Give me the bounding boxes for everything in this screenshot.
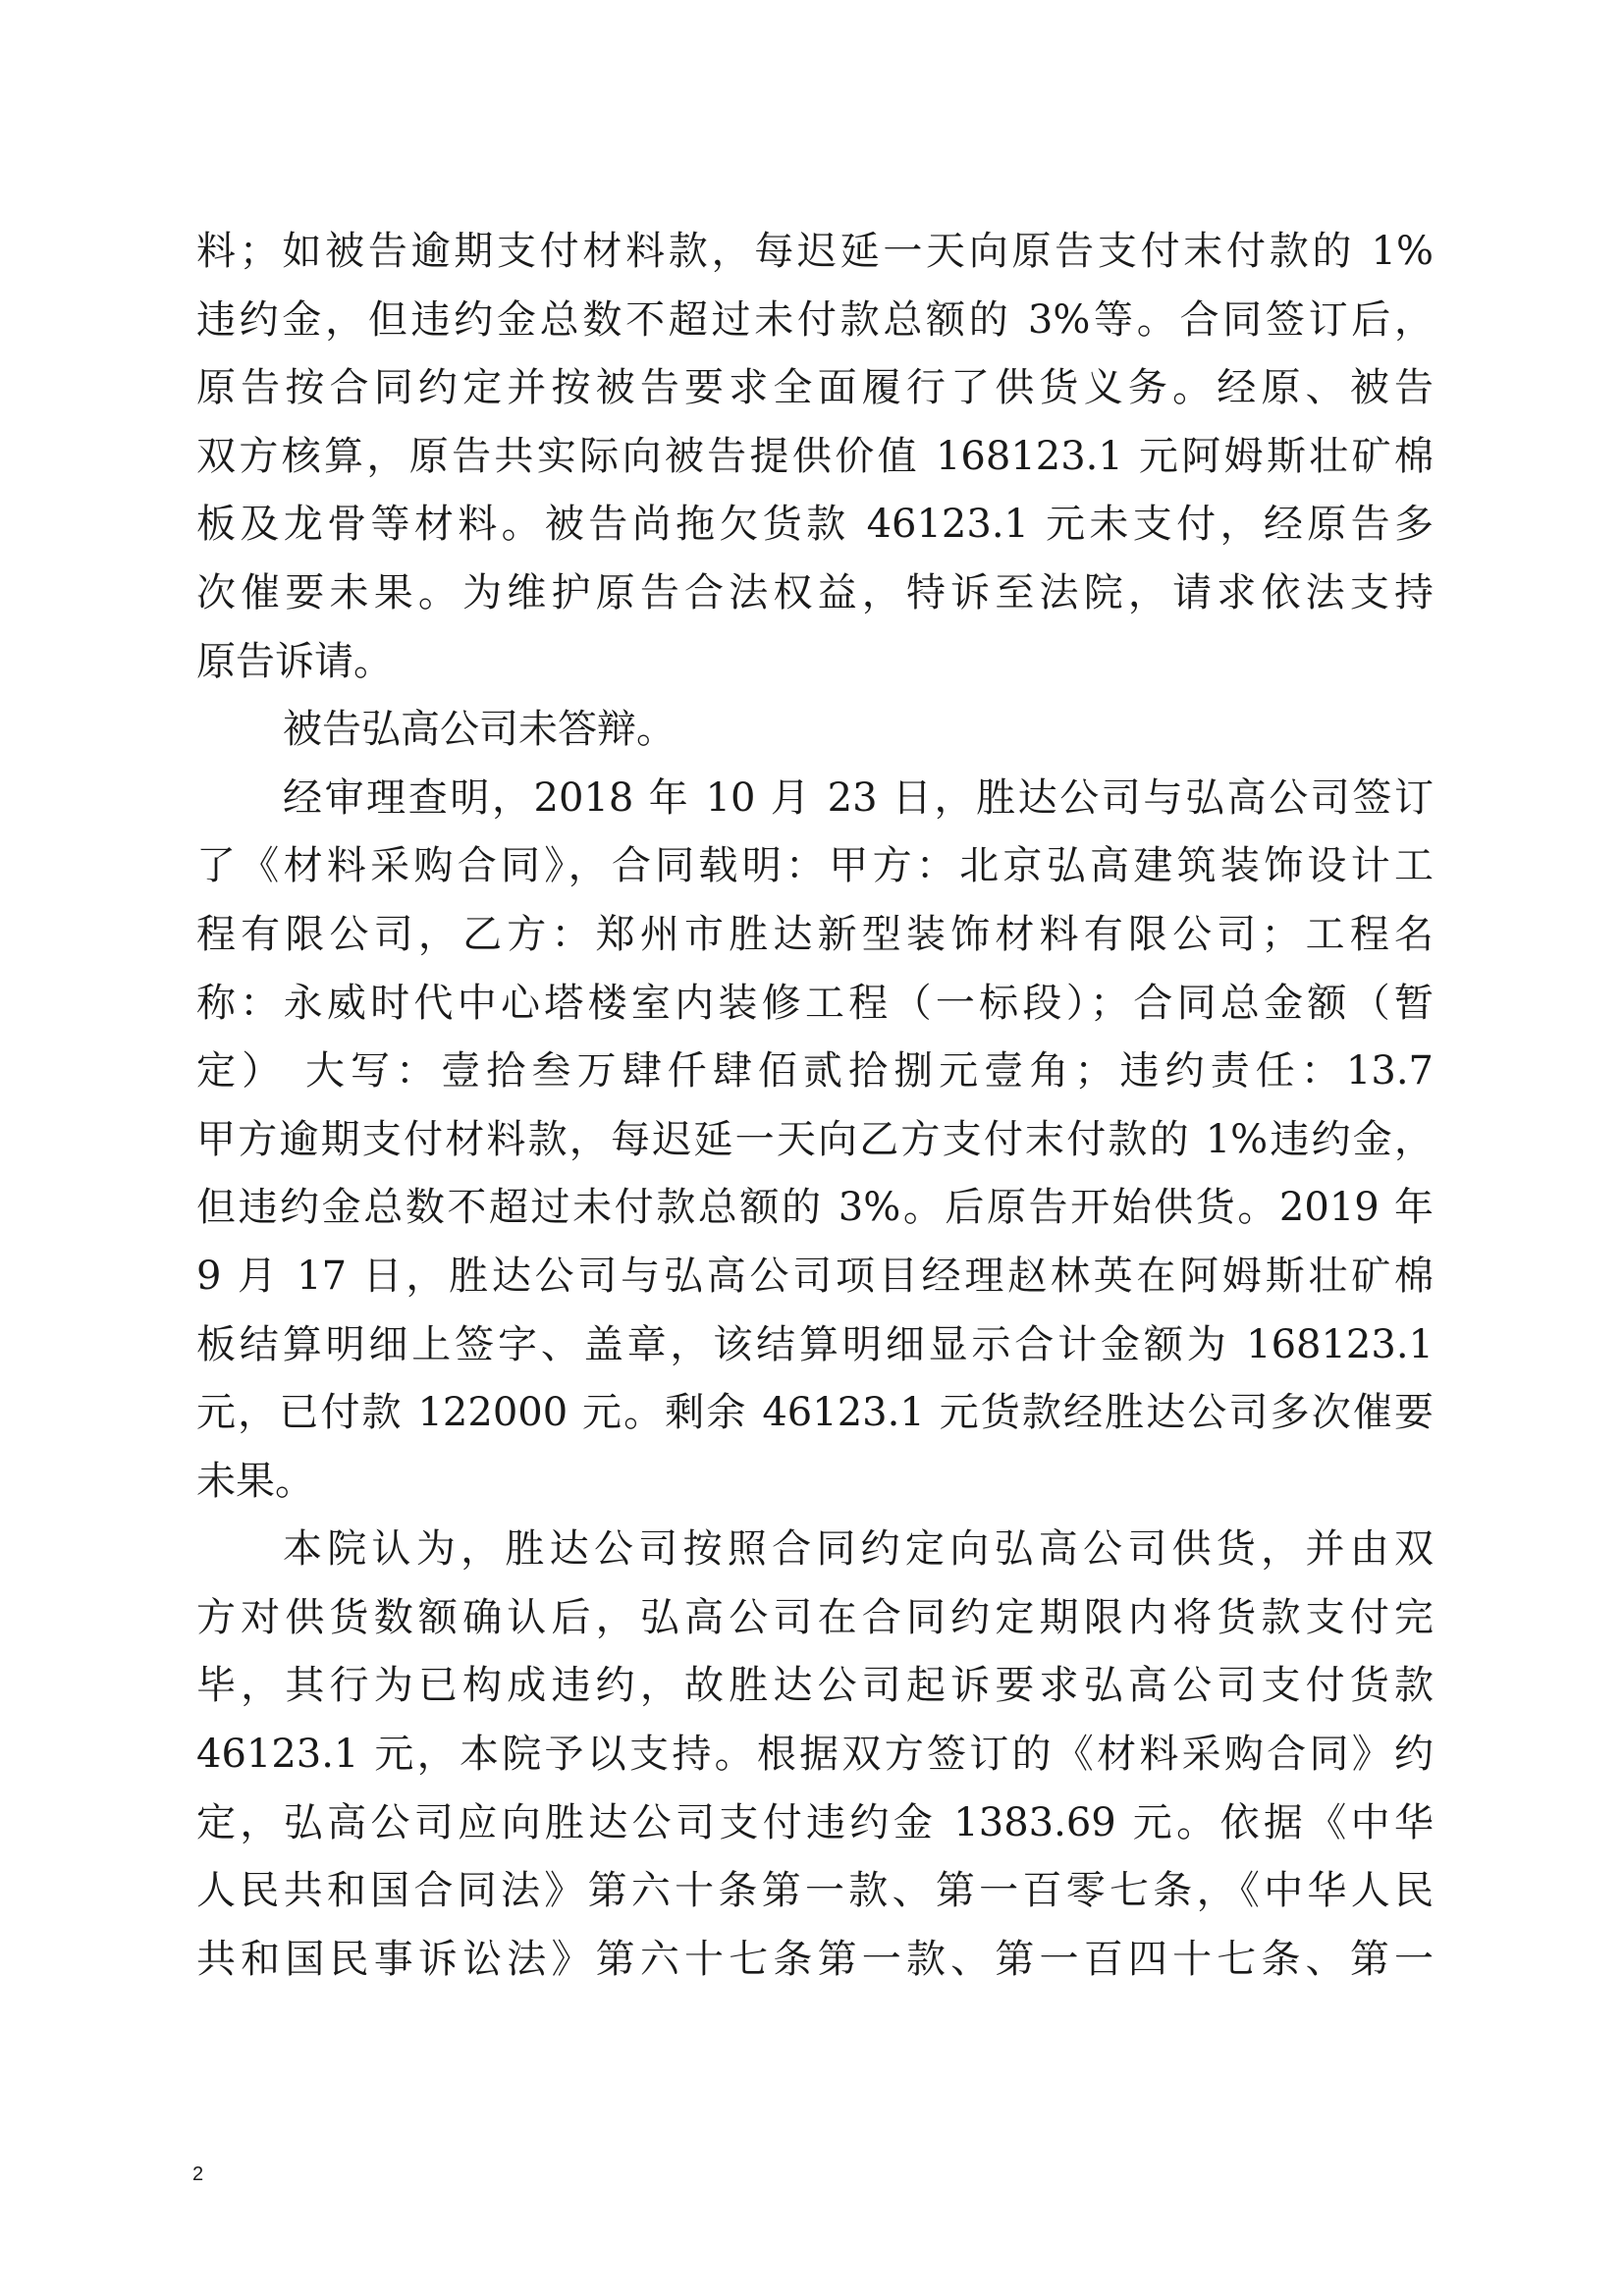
text-line: 但违约金总数不超过未付款总额的 3%。后原告开始供货。2019 年: [196, 1185, 1434, 1231]
paragraph-start: 被告弘高公司未答辩。: [283, 707, 676, 753]
text-line: 违约金，但违约金总数不超过未付款总额的 3%等。合同签订后，: [196, 296, 1434, 343]
text-line: 双方核算，原告共实际向被告提供价值 168123.1 元阿姆斯壮矿棉: [196, 433, 1434, 479]
text-line: 板及龙骨等材料。被告尚拖欠货款 46123.1 元未支付，经原告多: [196, 502, 1434, 548]
text-line: 未果。: [196, 1458, 314, 1504]
text-line: 共和国民事诉讼法》第六十七条第一款、第一百四十七条、第一: [196, 1936, 1434, 1982]
text-line: 次催要未果。为维护原告合法权益，特诉至法院，请求依法支持: [196, 569, 1434, 615]
document-body: [196, 218, 1434, 1994]
text-line: 板结算明细上签字、盖章，该结算明细显示合计金额为 168123.1: [196, 1321, 1434, 1367]
text-line: 了《材料采购合同》，合同载明：甲方：北京弘高建筑装饰设计工: [196, 843, 1434, 889]
text-line: 定，弘高公司应向胜达公司支付违约金 1383.69 元。依据《中华: [196, 1799, 1434, 1845]
page-number: 2: [192, 2163, 204, 2185]
paragraph-start: 本院认为，胜达公司按照合同约定向弘高公司供货，并由双: [283, 1526, 1434, 1573]
text-line: 9 月 17 日，胜达公司与弘高公司项目经理赵林英在阿姆斯壮矿棉: [196, 1253, 1434, 1299]
text-line: 定） 大写：壹拾叁万肆仟肆佰贰拾捌元壹角；违约责任：13.7: [196, 1048, 1434, 1095]
text-line: 人民共和国合同法》第六十条第一款、第一百零七条，《中华人民: [196, 1868, 1434, 1914]
text-line: 元，已付款 122000 元。剩余 46123.1 元货款经胜达公司多次催要: [196, 1390, 1434, 1436]
text-line: 甲方逾期支付材料款，每迟延一天向乙方支付末付款的 1%违约金，: [196, 1116, 1434, 1162]
text-line: 原告按合同约定并按被告要求全面履行了供货义务。经原、被告: [196, 365, 1434, 411]
text-line: 方对供货数额确认后，弘高公司在合同约定期限内将货款支付完: [196, 1594, 1434, 1640]
text-line: 称：永威时代中心塔楼室内装修工程（一标段）；合同总金额（暂: [196, 980, 1434, 1026]
text-line: 原告诉请。: [196, 638, 393, 684]
text-line: 料；如被告逾期支付材料款，每迟延一天向原告支付末付款的 1%: [196, 229, 1434, 274]
text-line: 毕，其行为已构成违约，故胜达公司起诉要求弘高公司支付货款: [196, 1663, 1434, 1709]
text-line: 程有限公司，乙方：郑州市胜达新型装饰材料有限公司；工程名: [196, 911, 1434, 957]
paragraph-start: 经审理查明，2018 年 10 月 23 日，胜达公司与弘高公司签订: [283, 774, 1434, 821]
text-line: 46123.1 元，本院予以支持。根据双方签订的《材料采购合同》约: [196, 1732, 1434, 1778]
